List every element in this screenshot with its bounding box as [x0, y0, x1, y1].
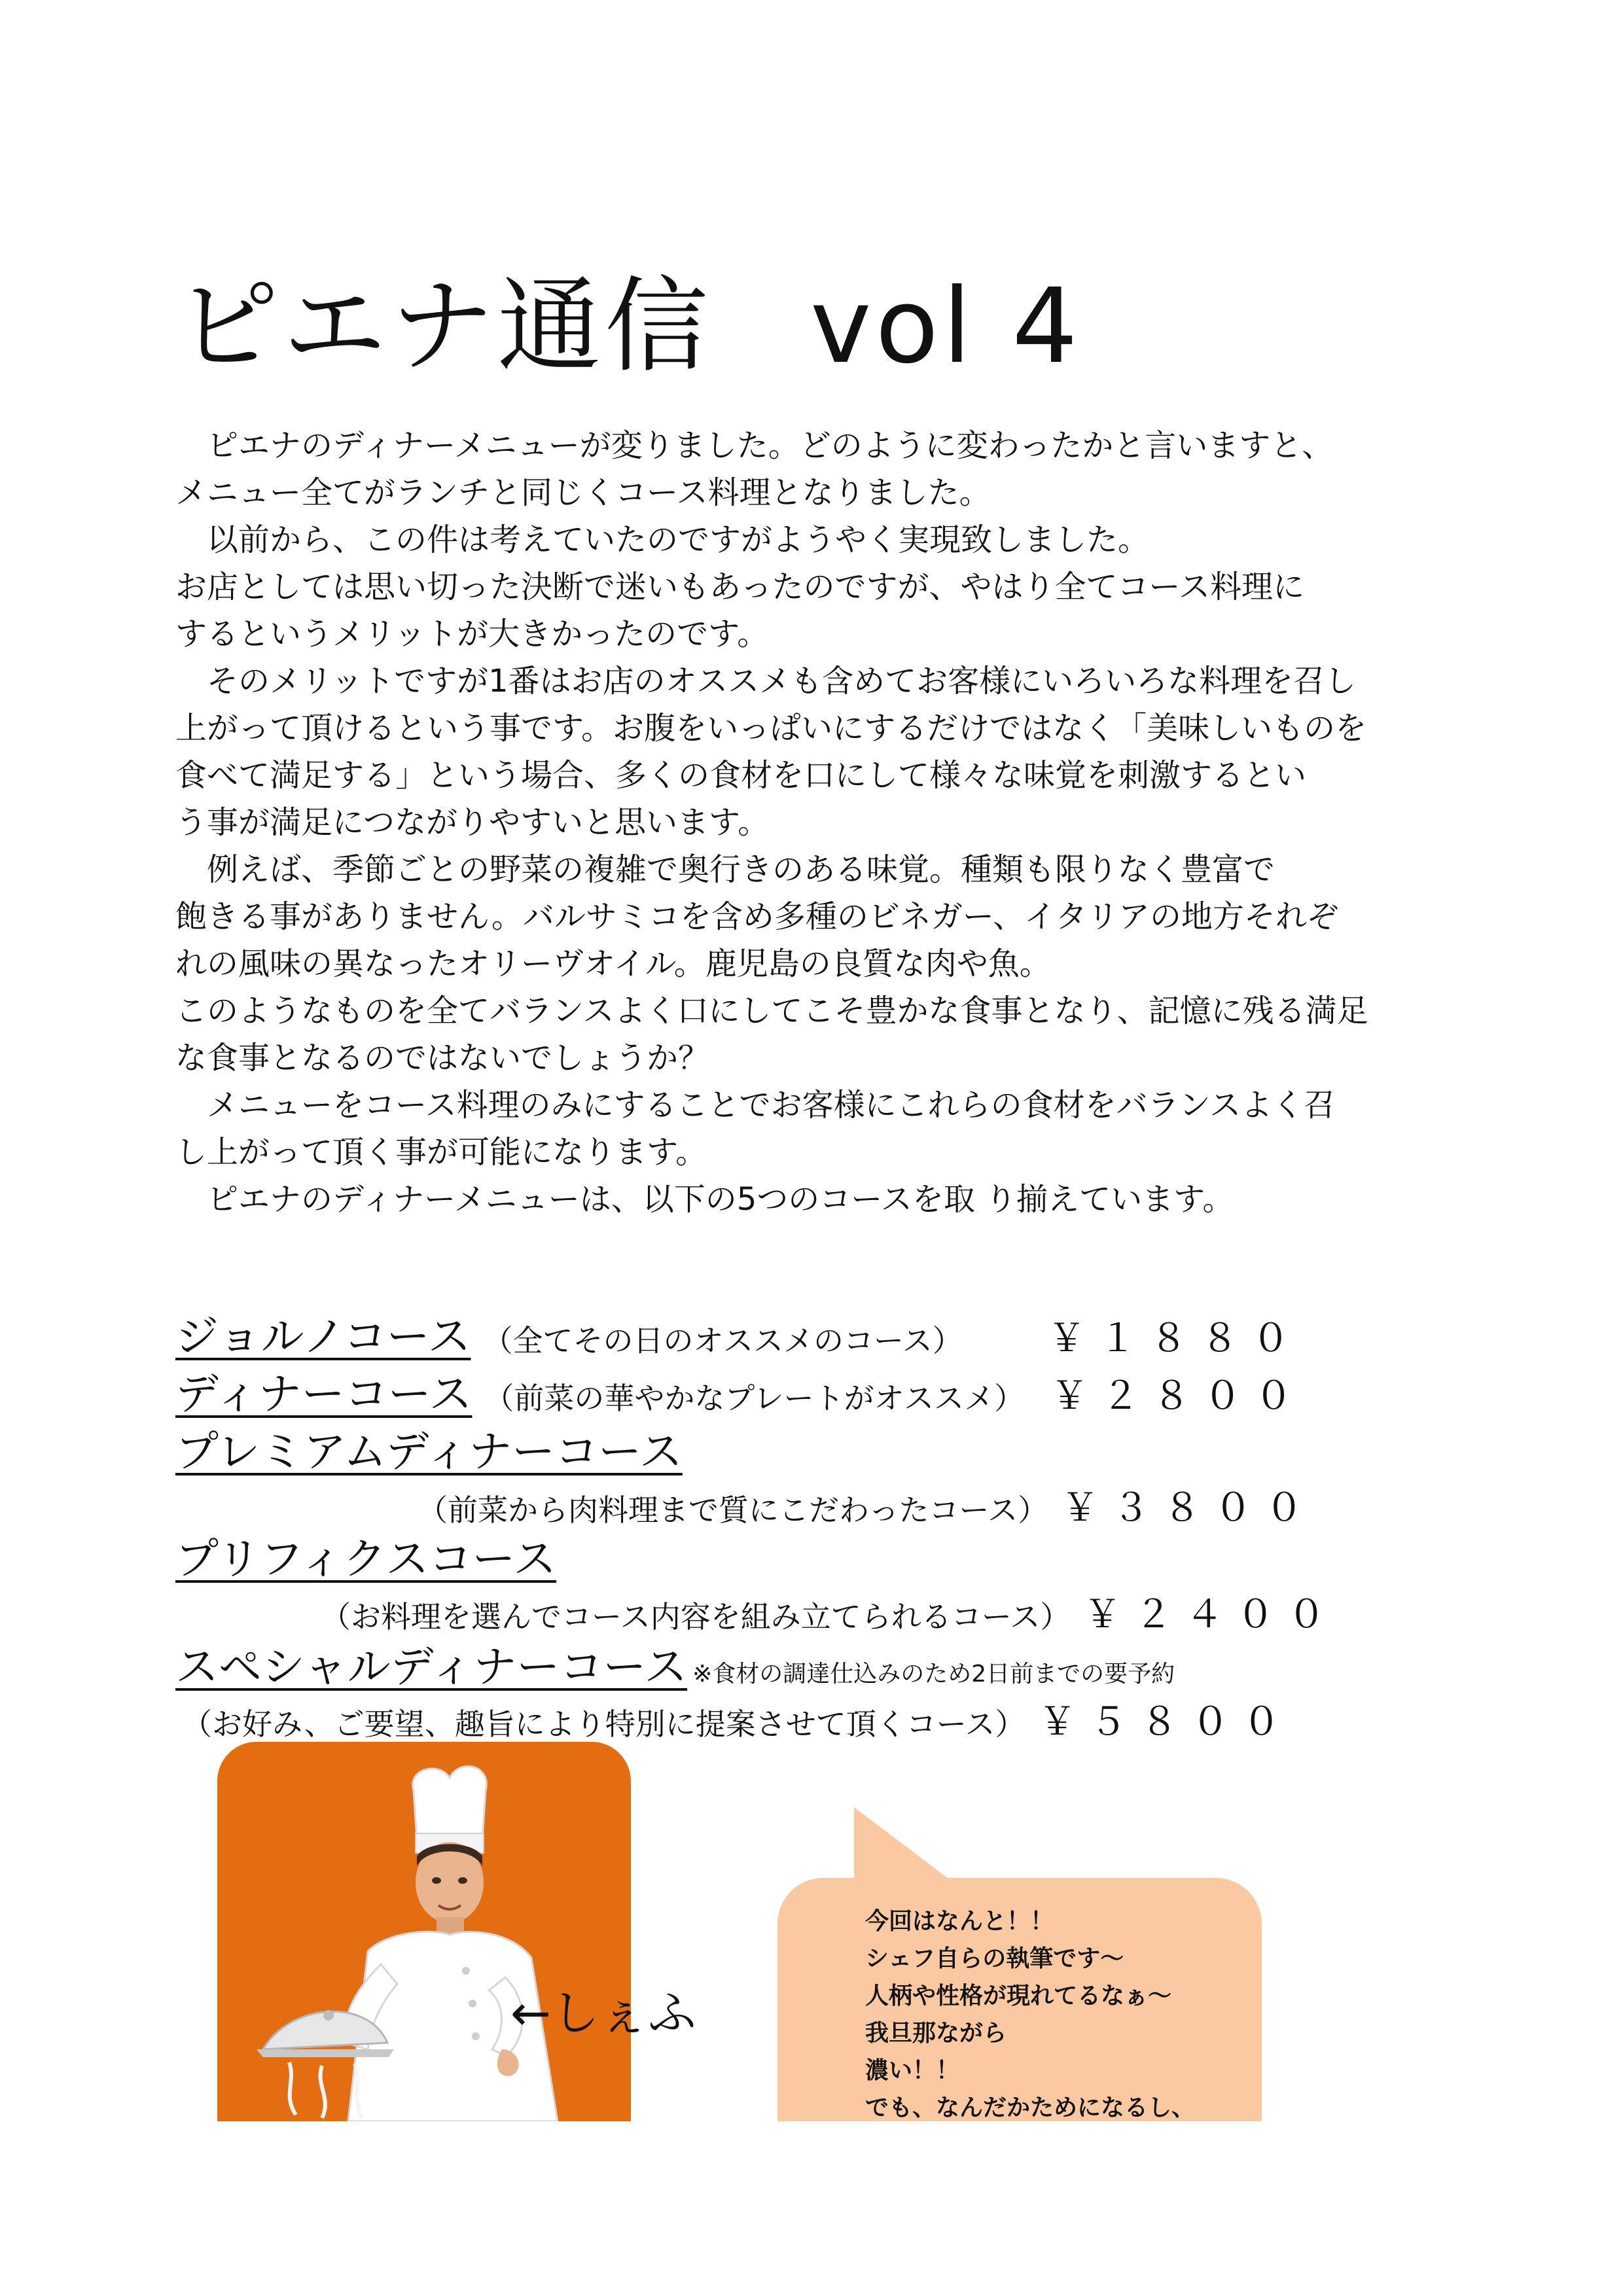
course-name: ディナーコース: [175, 1369, 473, 1419]
body-line: 上がって頂けるという事です。お腹をいっぱいにするだけではなく「美味しいものを: [175, 710, 1367, 747]
course-description: （全てその日のオススメのコース）: [482, 1323, 963, 1358]
course-price: ￥５８００: [1038, 1699, 1294, 1744]
course-name: プリフィクスコース: [175, 1534, 557, 1584]
speech-bubble-text: [865, 1903, 1258, 2121]
bubble-line: シェフ自らの執筆です～: [865, 1945, 1124, 1972]
volume-label: vol 4: [810, 266, 1082, 387]
body-line: 食べて満足する」という場合、多くの食材を口にして様々な味覚を刺激するとい: [175, 757, 1307, 794]
chef-panel: [217, 1742, 631, 2121]
body-line: そのメリットですが1番はお店のオススメも含めてお客様にいろいろな料理を召し: [175, 663, 1357, 699]
bubble-line: 人柄や性格が現れてるなぁ～: [865, 1983, 1172, 2009]
course-row-premium-detail: [418, 1485, 1317, 1530]
body-line: このようなものを全てバランスよく口にしてこそ豊かな食事となり、記憶に残る満足: [175, 993, 1368, 1029]
body-line: するというメリットが大きかったのです。: [175, 616, 769, 652]
course-description: （前菜から肉料理まで質にこだわったコース）: [418, 1492, 1048, 1528]
course-row-prefix-detail: [321, 1592, 1339, 1636]
course-name: プレミアムディナーコース: [175, 1426, 683, 1477]
bubble-line: 今回はなんと！！: [865, 1908, 1054, 1935]
speech-bubble-clip: [777, 1878, 1262, 2121]
course-price: ￥２４００: [1083, 1592, 1339, 1636]
course-description: （お料理を選んでコース内容を組み立てられるコース）: [321, 1599, 1071, 1634]
course-row-special-detail: [182, 1699, 1294, 1744]
course-price: ￥３８００: [1061, 1485, 1317, 1530]
course-description: （前菜の華やかなプレートがオススメ）: [484, 1381, 1025, 1416]
course-row-prefix: [175, 1534, 557, 1584]
course-name: スペシャルディナーコース: [175, 1642, 688, 1692]
body-line: 以前から、この件は考えていたのですがようやく実現致しました。: [175, 521, 1150, 558]
chef-caption: ←しぇふ: [510, 1985, 697, 2041]
body-line: れの風味の異なったオリーヴオイル。鹿児島の良質な肉や魚。: [175, 945, 1051, 982]
course-price: ￥１８８０: [1047, 1316, 1303, 1360]
article-body: [175, 422, 1393, 1223]
body-line: な食事となるのではないでしょうか？: [175, 1040, 710, 1076]
course-row-premium: [175, 1426, 683, 1477]
newsletter-title: [175, 266, 1082, 387]
course-row-special: [175, 1642, 1175, 1692]
body-line: ピエナのディナーメニューは、以下の5つのコースを取 り揃えています。: [175, 1181, 1234, 1218]
body-line: メニューをコース料理のみにすることでお客様にこれらの食材をバランスよく召: [175, 1087, 1336, 1123]
body-line: し上がって頂く事が可能になります。: [175, 1134, 707, 1171]
body-line: お店としては思い切った決断で迷いもあったのですが、やはり全てコース料理に: [175, 569, 1305, 605]
body-line: う事が満足につながりやすいと思います。: [175, 804, 770, 841]
body-line: ピエナのディナーメニューが変りました。どのように変わったかと言いますと、: [175, 427, 1334, 464]
course-name: ジョルノコース: [175, 1311, 471, 1362]
chef-illustration-icon: [217, 1742, 631, 2121]
body-line: メニュー全てがランチと同じくコース料理となりました。: [175, 474, 991, 511]
course-price: ￥２８００: [1050, 1373, 1306, 1418]
body-line: 飽きる事がありません。バルサミコを含め多種のビネガー、イタリアの地方それぞ: [175, 898, 1338, 935]
bubble-line: 我旦那ながら: [865, 2020, 1007, 2047]
course-row-dinner: [175, 1369, 1306, 1419]
bubble-line: 濃い！！: [865, 2057, 960, 2084]
course-row-giorno: [175, 1311, 1303, 1362]
title-text: ピエナ通信: [175, 266, 712, 387]
course-description: （お好み、ご要望、趣旨により特別に提案させて頂くコース）: [182, 1706, 1026, 1742]
reservation-note: ※食材の調達仕込みのため2日前までの要予約: [692, 1661, 1175, 1687]
body-line: 例えば、季節ごとの野菜の複雑で奥行きのある味覚。種類も限りなく豊富で: [175, 851, 1275, 888]
bubble-line: でも、なんだかためになるし、: [865, 2094, 1196, 2121]
